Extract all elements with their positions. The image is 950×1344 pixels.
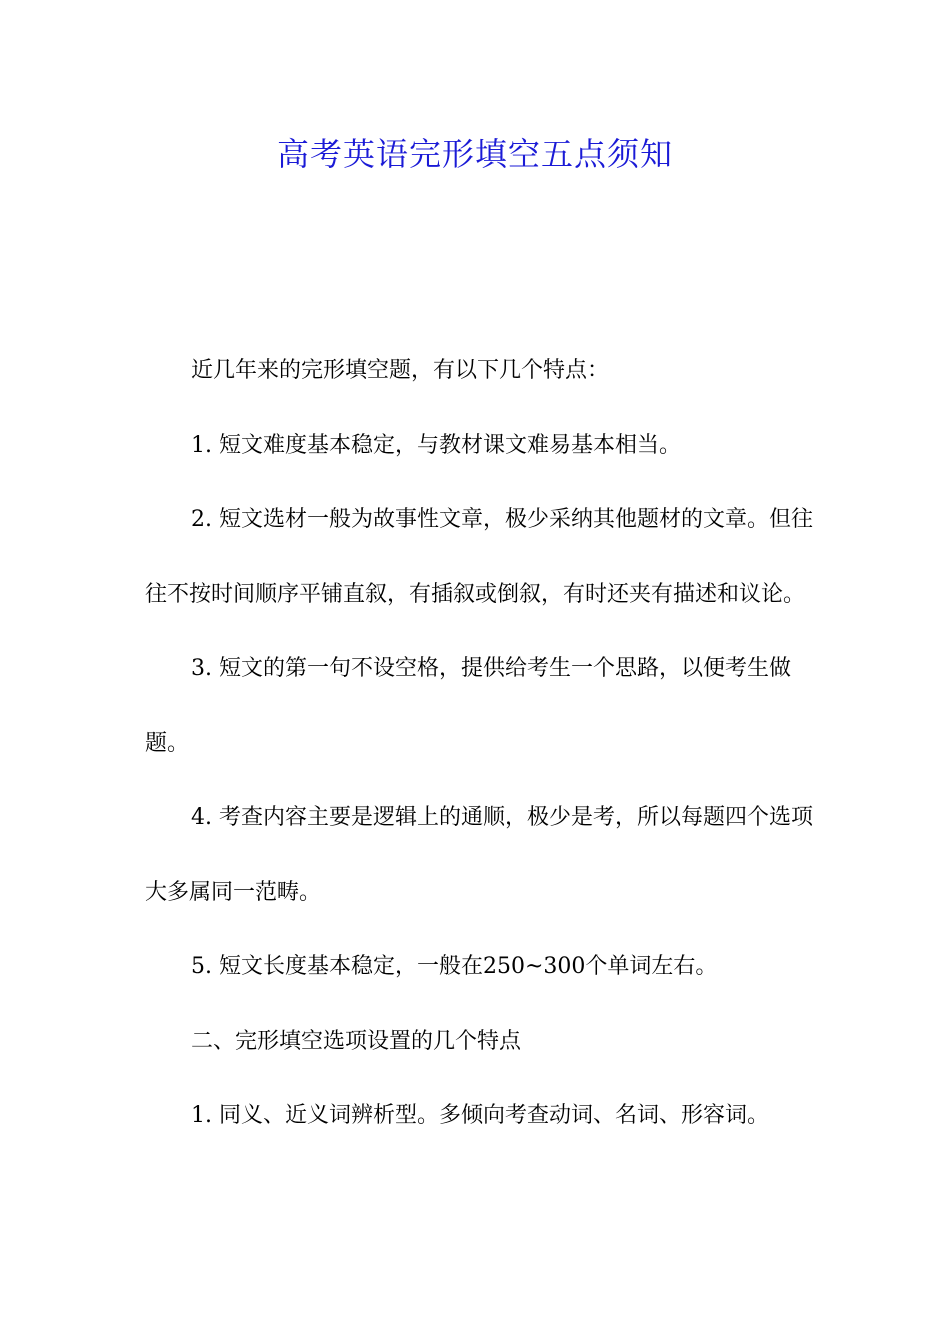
document-body (145, 334, 825, 1154)
paragraph-point-2: 2. 短文选材一般为故事性文章，极少采纳其他题材的文章。但往往不按时间顺序平铺直叙，有插叙或倒叙，有时还夹有描述和议论。 (145, 507, 813, 607)
paragraph-point-5: 5. 短文长度基本稳定，一般在250~300个单词左右。 (191, 954, 718, 979)
paragraph-point-4: 4. 考查内容主要是逻辑上的通顺，极少是考，所以每题四个选项大多属同一范畴。 (145, 805, 813, 905)
paragraph-intro: 近几年来的完形填空题，有以下几个特点： (191, 358, 610, 383)
section-heading-2: 二、完形填空选项设置的几个特点 (191, 1028, 522, 1054)
document-title: 高考英语完形填空五点须知 (276, 135, 673, 173)
paragraph-point-1: 1. 短文难度基本稳定，与教材课文难易基本相当。 (191, 432, 681, 458)
paragraph-section-2-point-1: 1. 同义、近义词辨析型。多倾向考查动词、名词、形容词。 (191, 1103, 769, 1128)
paragraph-point-3: 3. 短文的第一句不设空格，提供给考生一个思路，以便考生做题。 (145, 656, 791, 756)
